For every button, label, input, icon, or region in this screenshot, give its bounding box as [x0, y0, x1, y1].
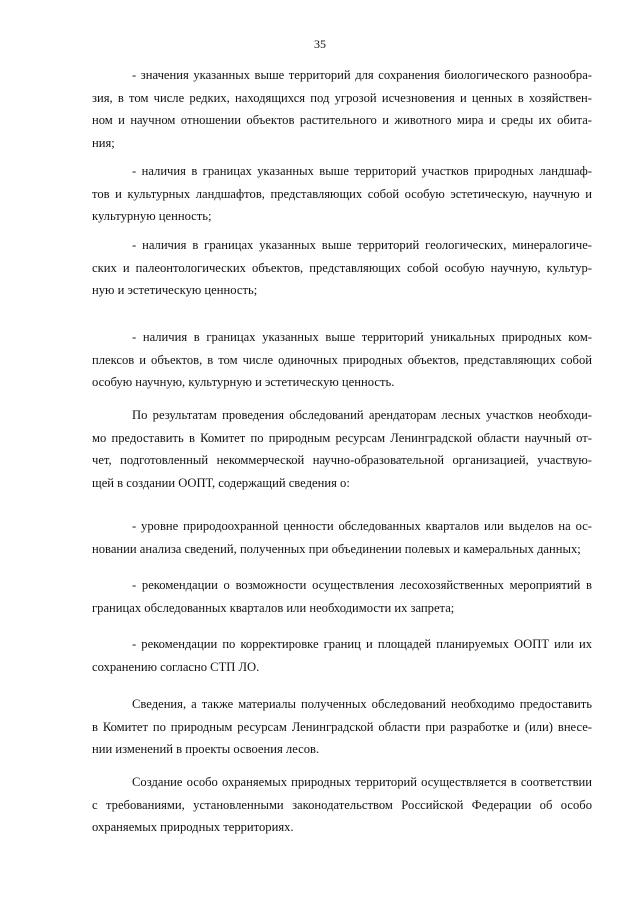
text-line: в Комитет по природным ресурсам Ленинградской области при разработке и (или) внесе-	[92, 719, 592, 734]
paragraph	[92, 578, 592, 623]
paragraph	[92, 519, 592, 564]
text-line: Сведения, а также материалы полученных обследований необходимо предоставить	[132, 697, 592, 711]
text-line: тов и культурных ландшафтов, представляющих собой особую эстетическую, научную и	[92, 186, 592, 201]
text-line: - уровне природоохранной ценности обследованных кварталов или выделов на ос-	[132, 519, 592, 533]
text-line: особую научную, культурную и эстетическую ценность.	[92, 375, 395, 389]
text-line: ную и эстетическую ценность;	[92, 283, 258, 297]
paragraph	[92, 408, 592, 498]
text-line: нии изменений в проекты освоения лесов.	[92, 742, 320, 756]
page-number: 35	[314, 37, 326, 51]
text-line: охраняемых природных территориях.	[92, 820, 294, 834]
text-line: с требованиями, установленными законодательством Российской Федерации об особо	[92, 797, 592, 812]
text-line: - наличия в границах указанных выше территорий геологических, минералогиче-	[132, 238, 592, 252]
paragraph	[92, 775, 592, 843]
text-line: новании анализа сведений, полученных при объединении полевых и камеральных данных;	[92, 541, 581, 556]
text-line: ном и научном отношении объектов растительного и животного мира и среды их обита-	[92, 113, 592, 127]
text-line: - наличия в границах указанных выше территорий участков природных ландшаф-	[132, 164, 592, 178]
paragraph	[92, 330, 592, 398]
text-line: чет, подготовленный некоммерческой научно-образовательной организацией, участвую-	[92, 453, 592, 467]
text-line: границах обследованных кварталов или необходимости их запрета;	[92, 600, 455, 615]
text-line: щей в создании ООПТ, содержащий сведения о:	[92, 475, 350, 490]
text-line: - значения указанных выше территорий для сохранения биологического разнообра-	[132, 68, 592, 82]
text-line: ния;	[92, 135, 115, 150]
paragraph	[92, 68, 592, 158]
text-line: Создание особо охраняемых природных территорий осуществляется в соответствии	[132, 775, 592, 789]
paragraph	[92, 637, 592, 682]
text-line: - рекомендации по корректировке границ и площадей планируемых ООПТ или их	[132, 637, 592, 651]
text-line: культурную ценность;	[92, 209, 212, 223]
text-line: По результатам проведения обследований арендаторам лесных участков необходи-	[132, 408, 592, 422]
paragraph	[92, 238, 592, 306]
text-line: зия, в том числе редких, находящихся под угрозой исчезновения и ценных в хозяйствен-	[92, 90, 592, 105]
text-line: мо предоставить в Комитет по природным ресурсам Ленинградской области научный от-	[92, 430, 592, 445]
text-line: - наличия в границах указанных выше территорий уникальных природных ком-	[132, 330, 592, 344]
paragraph	[92, 164, 592, 232]
text-line: ских и палеонтологических объектов, представляющих собой особую научную, культур-	[92, 260, 592, 275]
text-line: - рекомендации о возможности осуществления лесохозяйственных мероприятий в	[132, 578, 592, 592]
paragraph	[92, 697, 592, 765]
text-line: плексов и объектов, в том числе одиночных природных объектов, представляющих собой	[92, 352, 592, 367]
text-line: сохранению согласно СТП ЛО.	[92, 659, 260, 674]
